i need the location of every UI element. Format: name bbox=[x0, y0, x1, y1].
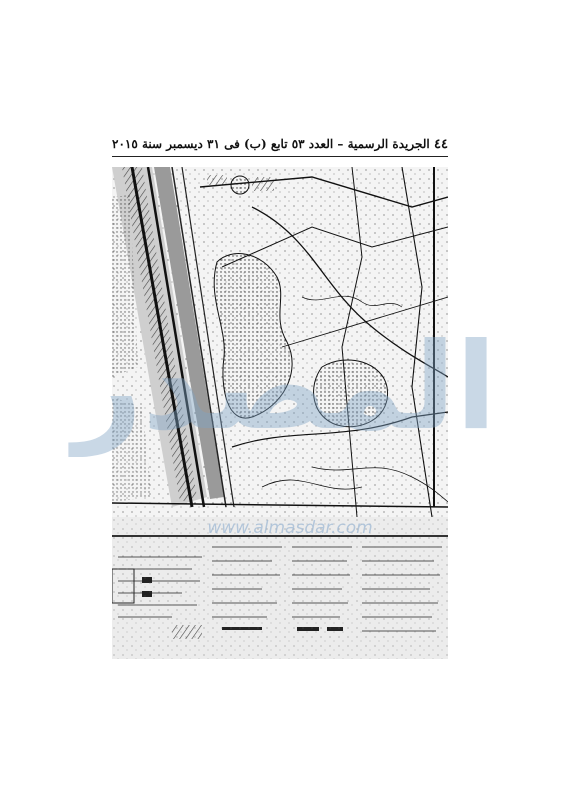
map-legend-image bbox=[112, 517, 448, 659]
map-image bbox=[112, 167, 448, 517]
watermark-url: www.almasdar.com bbox=[207, 518, 373, 538]
page-header bbox=[112, 134, 448, 154]
header-rule bbox=[112, 156, 448, 157]
watermark-logo: المصدر bbox=[73, 318, 497, 457]
page-number: ٤٤ bbox=[434, 136, 448, 152]
running-title: الجريدة الرسمية – العدد ٥٣ تابع (ب) فى ٣١ ديسمبر سنة ٢٠١٥ bbox=[112, 137, 430, 151]
